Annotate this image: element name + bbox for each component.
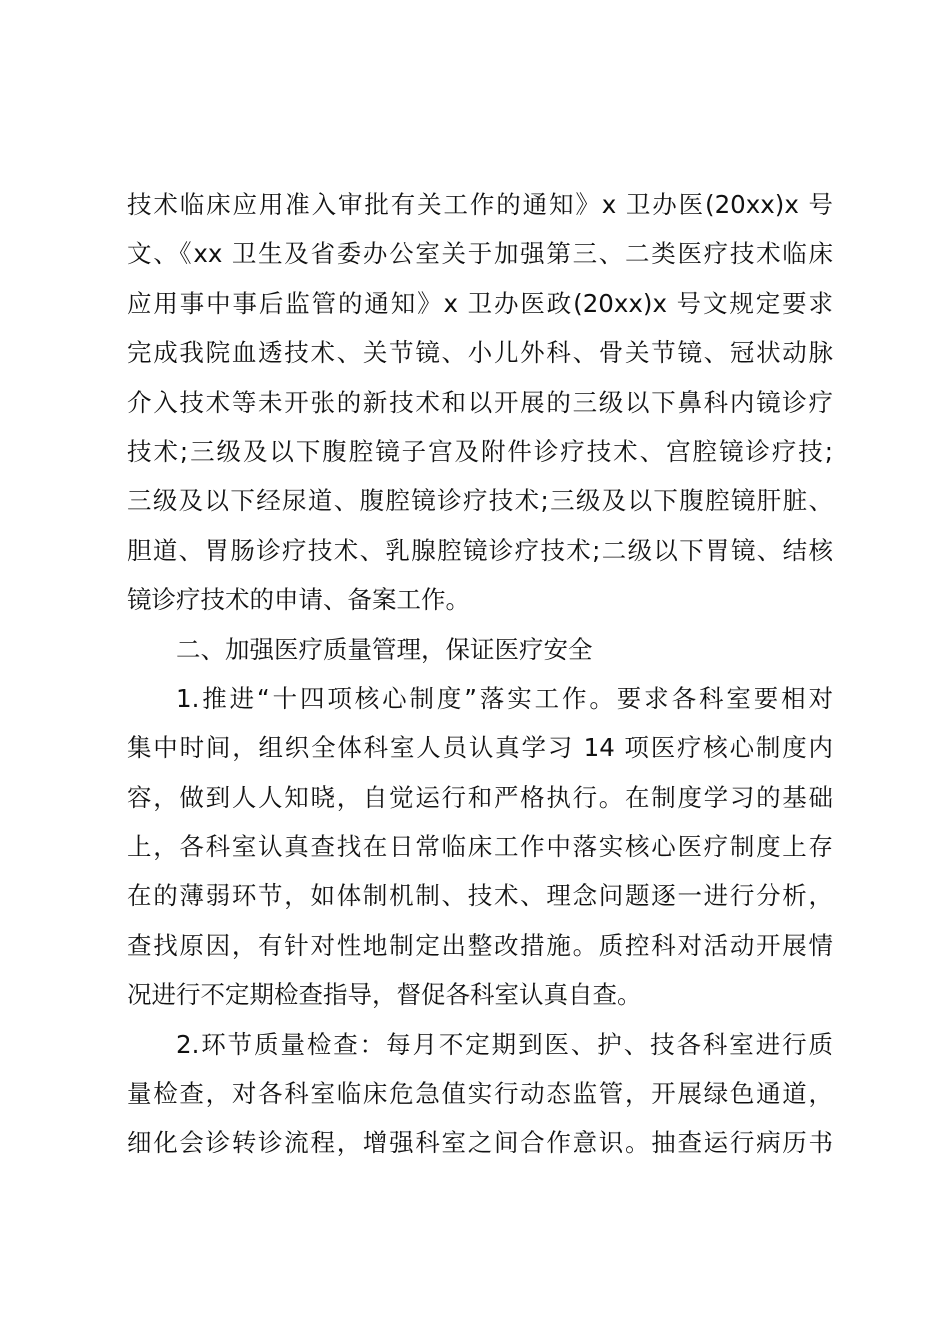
text-line: 胆道、胃肠诊疗技术、乳腺腔镜诊疗技术;二级以下胃镜、结核: [127, 535, 833, 565]
text-line: 2.环节质量检查：每月不定期到医、护、技各科室进行质: [176, 1029, 833, 1059]
text-line: 三级及以下经尿道、腹腔镜诊疗技术;三级及以下腹腔镜肝脏、: [127, 486, 833, 516]
text-line: 应用事中事后监管的通知》x 卫办医政(20xx)x 号文规定要求: [127, 288, 833, 318]
text-line: 在的薄弱环节，如体制机制、技术、理念问题逐一进行分析，: [127, 881, 833, 911]
text-line: 查找原因，有针对性地制定出整改措施。质控科对活动开展情: [127, 930, 833, 960]
text-line: 文、《xx 卫生及省委办公室关于加强第三、二类医疗技术临床: [127, 239, 833, 269]
text-line: 上，各科室认真查找在日常临床工作中落实核心医疗制度上存: [127, 832, 833, 862]
body-text: [127, 180, 833, 1168]
text-line: 细化会诊转诊流程，增强科室之间合作意识。抽查运行病历书: [127, 1128, 833, 1158]
text-line: 完成我院血透技术、关节镜、小儿外科、骨关节镜、冠状动脉: [127, 338, 833, 368]
section-heading: 二、加强医疗质量管理，保证医疗安全: [176, 634, 593, 664]
text-line: 镜诊疗技术的申请、备案工作。: [127, 585, 470, 615]
text-line: 集中时间，组织全体科室人员认真学习 14 项医疗核心制度内: [127, 733, 833, 763]
text-line: 介入技术等未开张的新技术和以开展的三级以下鼻科内镜诊疗: [127, 387, 833, 417]
text-line: 量检查，对各科室临床危急值实行动态监管，开展绿色通道，: [127, 1079, 833, 1109]
text-line: 技术;三级及以下腹腔镜子宫及附件诊疗技术、宫腔镜诊疗技;: [127, 436, 833, 466]
text-line: 容，做到人人知晓，自觉运行和严格执行。在制度学习的基础: [127, 782, 833, 812]
text-line: 1.推进“十四项核心制度”落实工作。要求各科室要相对: [176, 683, 833, 713]
text-line: 况进行不定期检查指导，督促各科室认真自查。: [127, 980, 642, 1010]
text-line: 技术临床应用准入审批有关工作的通知》x 卫办医(20xx)x 号: [127, 190, 833, 219]
